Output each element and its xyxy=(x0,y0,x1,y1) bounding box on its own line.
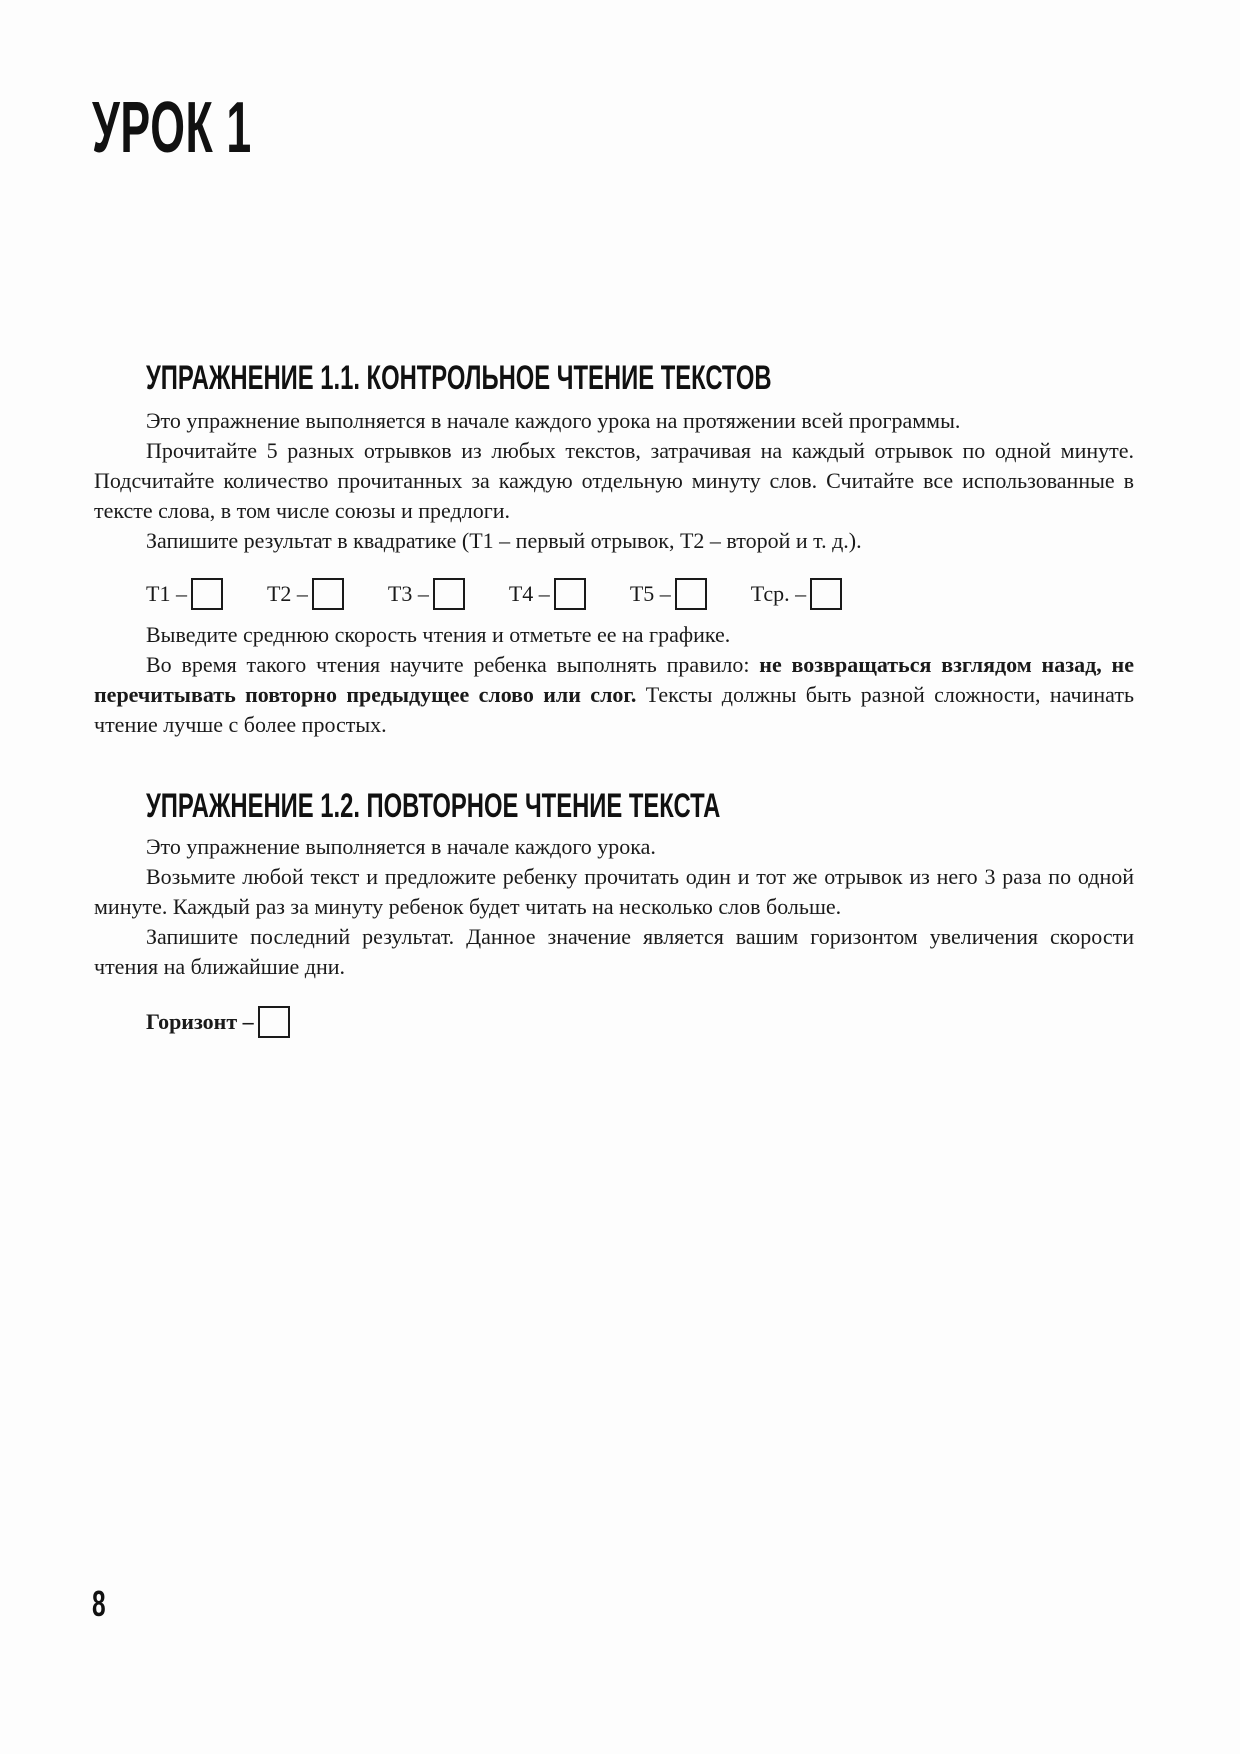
exercise-2-paragraph-2: Возьмите любой текст и предложите ребенку прочитать один и тот же отрывок из него 3 раза по одной минуте. Каждый раз за минуту ребенок будет читать на несколько слов больше. xyxy=(94,864,1134,919)
result-label: Т4 – xyxy=(508,581,550,606)
horizon-label: Горизонт – xyxy=(146,1009,254,1034)
reading-result-fields xyxy=(146,578,842,610)
exercise-1-paragraph-4: Выведите среднюю скорость чтения и отметьте ее на графике. xyxy=(146,622,731,647)
result-label: Тср. – xyxy=(750,581,807,606)
result-box[interactable] xyxy=(554,578,586,610)
result-box[interactable] xyxy=(433,578,465,610)
exercise-1-paragraph-2: Прочитайте 5 разных отрывков из любых текстов, затрачивая на каждый отрывок по одной минуте. Подсчитайте количество прочитанных за каждую отдельную минуту слов. Считайте все использованные в тексте слова, в том числе союзы и предлоги. xyxy=(94,438,1134,523)
result-label: Т2 – xyxy=(266,581,308,606)
result-box[interactable] xyxy=(810,578,842,610)
result-field-t1 xyxy=(146,578,223,610)
exercise-1-body-continued xyxy=(94,620,1134,740)
exercise-1-paragraph-5 xyxy=(94,650,1134,740)
lesson-title: УРОК 1 xyxy=(92,88,252,168)
rule-end-text: Тексты должны быть разной сложности, начинать чтение лучше с более простых. xyxy=(94,682,1134,737)
result-label: Т1 – xyxy=(146,581,187,606)
exercise-1-paragraph-3: Запишите результат в квадратике (Т1 – первый отрывок, Т2 – второй и т. д.). xyxy=(146,528,862,553)
result-field-t2 xyxy=(267,578,344,610)
page-number: 8 xyxy=(92,1583,106,1624)
result-field-tavg xyxy=(751,578,842,610)
horizon-field xyxy=(146,1006,290,1038)
exercise-1-body xyxy=(94,406,1134,556)
exercise-2-body xyxy=(94,832,1134,982)
result-label: Т3 – xyxy=(387,581,429,606)
rule-intro-text: Во время такого чтения научите ребенка выполнять правило: xyxy=(146,652,760,677)
exercise-1-title: УПРАЖНЕНИЕ 1.1. КОНТРОЛЬНОЕ ЧТЕНИЕ ТЕКСТОВ xyxy=(146,359,772,397)
result-field-t4 xyxy=(509,578,586,610)
result-box[interactable] xyxy=(675,578,707,610)
horizon-box[interactable] xyxy=(258,1006,290,1038)
result-field-t3 xyxy=(388,578,465,610)
exercise-1-paragraph-1: Это упражнение выполняется в начале каждого урока на протяжении всей программы. xyxy=(146,408,961,433)
exercise-2-title: УПРАЖНЕНИЕ 1.2. ПОВТОРНОЕ ЧТЕНИЕ ТЕКСТА xyxy=(146,787,721,825)
result-box[interactable] xyxy=(191,578,223,610)
exercise-2-paragraph-3: Запишите последний результат. Данное значение является вашим горизонтом увеличения скорости чтения на ближайшие дни. xyxy=(94,924,1134,979)
rule-bold-text: не возвращаться взглядом назад, не перечитывать повторно предыдущее слово или слог. xyxy=(94,652,1134,707)
result-field-t5 xyxy=(630,578,707,610)
result-label: Т5 – xyxy=(629,581,671,606)
exercise-2-paragraph-1: Это упражнение выполняется в начале каждого урока. xyxy=(146,834,656,859)
result-box[interactable] xyxy=(312,578,344,610)
